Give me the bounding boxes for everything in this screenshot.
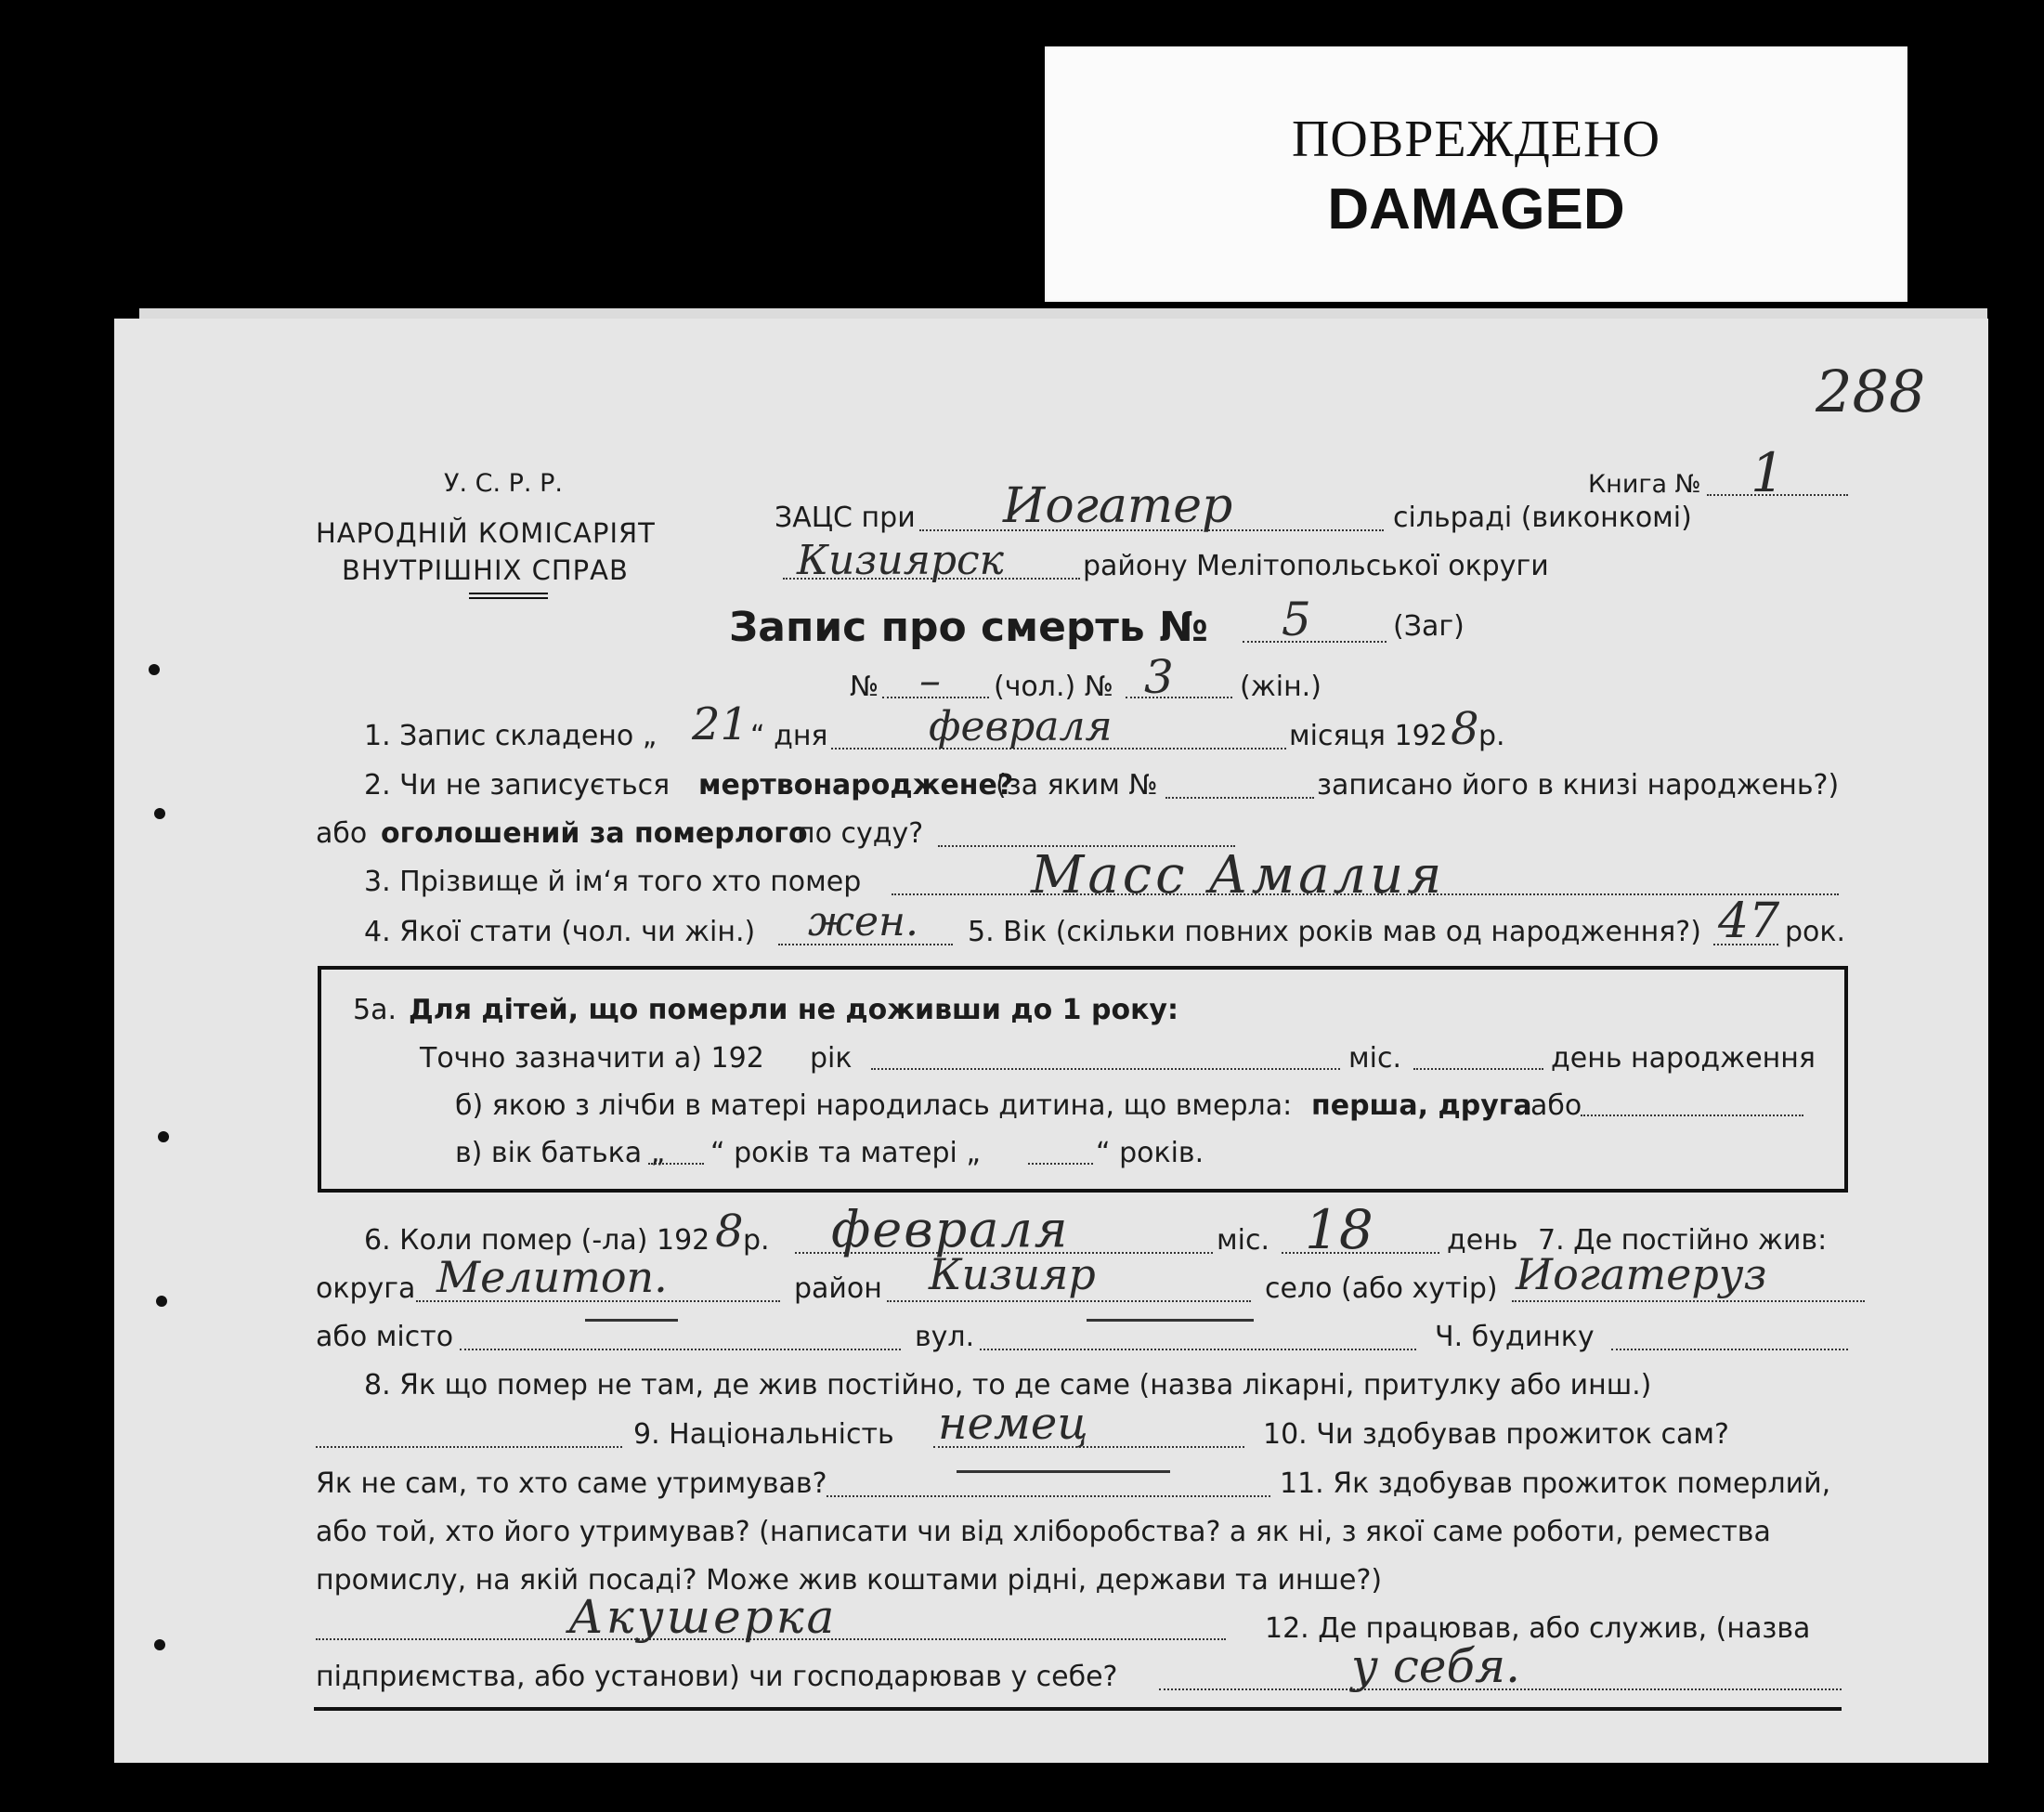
q1-year-digit: 8 (1451, 703, 1479, 755)
misto-dash (585, 1319, 678, 1322)
book-label: Книга № (1588, 470, 1701, 499)
vul-dash (1087, 1319, 1254, 1322)
occupation-value: Акушерка (568, 1590, 838, 1644)
q5a-title: Для дітей, що померли не доживши до 1 року: (409, 994, 1178, 1026)
damaged-label-en: DAMAGED (1327, 177, 1625, 241)
damaged-label-ru: ПОВРЕЖДЕНО (1291, 111, 1661, 168)
q5a-number: 5а. (353, 994, 397, 1026)
zags-prefix: ЗАЦС при (775, 502, 916, 534)
q2-by-court: по суду? (797, 817, 924, 850)
raion-line (887, 1300, 1251, 1302)
age-value: 47 (1718, 893, 1780, 949)
zags-suffix: сільраді (виконкомі) (1393, 502, 1692, 534)
q11-label: 11. Як здобував прожиток померлий, (1280, 1467, 1831, 1500)
death-day: 18 (1305, 1198, 1374, 1261)
q5a-or: або (1530, 1089, 1582, 1122)
okruha-label: округа (316, 1272, 416, 1305)
age-unit: рок. (1785, 916, 1846, 948)
zags-village: Иогатер (1003, 478, 1233, 534)
header-underline (469, 593, 548, 594)
q2-stillborn: мертвонароджене? (698, 769, 1014, 802)
q8-label: 8. Як що помер не там, де жив постійно, то де саме (назва лікарні, притулку або инш.) (364, 1369, 1652, 1401)
q2-or: або (316, 817, 368, 850)
q11-support-label: Як не сам, то хто саме утримував? (316, 1467, 827, 1500)
commissariat-line: НАРОДНІЙ КОМІСАРІЯТ (316, 517, 656, 549)
q6-year-suffix: р. (743, 1224, 770, 1257)
damaged-label (1045, 46, 1907, 302)
district-suffix: району Мелітопольської округи (1083, 550, 1549, 582)
q2-number-label: (за яким № (996, 769, 1158, 802)
misto-label: або місто (316, 1321, 454, 1353)
vul-line (980, 1349, 1416, 1350)
q11-support-line (827, 1495, 1270, 1497)
deceased-name: Масс Амалия (1031, 845, 1446, 906)
workplace-value: у себя. (1351, 1639, 1521, 1693)
q2-number-line (1165, 797, 1314, 799)
q2-declared-dead: оголошений за померлого (381, 817, 808, 850)
misto-line (460, 1349, 901, 1350)
internal-affairs-line: ВНУТРІШНІХ СПРАВ (342, 554, 629, 586)
q5-label: 5. Вік (скільки повних років мав од народження?) (968, 916, 1701, 948)
q1-label: 1. Запис складено „ (364, 720, 657, 752)
q12-line2: підприємства, або установи) чи господарював у себе? (316, 1661, 1118, 1693)
q8-line (316, 1446, 622, 1448)
q5a-line2-label: б) якою з лічби в матері народилась дитина, що вмерла: (455, 1089, 1293, 1122)
title-number-line (1243, 641, 1387, 643)
q5a-year-label: рік (810, 1042, 853, 1075)
q11-line2: або той, хто його утримував? (написати чи від хліборобства? а як ні, з якої саме роботи, ремества (316, 1516, 1771, 1548)
q5a-mother-label: “ років та матері „ (710, 1137, 981, 1169)
q6-label: 6. Коли помер (-ла) 192 (364, 1224, 710, 1257)
q5a-years-label: “ років. (1096, 1137, 1204, 1169)
sex-value: жен. (808, 898, 919, 945)
male-no-label: № (850, 671, 879, 703)
q5a-day-line (1413, 1068, 1543, 1070)
punch-hole (156, 1296, 167, 1307)
q7-label: 7. Де постійно жив: (1538, 1224, 1828, 1257)
q5a-order-line (1581, 1115, 1803, 1116)
q1-day: 21 (692, 698, 749, 750)
punch-hole (158, 1131, 169, 1142)
female-number: 3 (1144, 650, 1174, 704)
q6-month-label: міс. (1217, 1224, 1269, 1257)
punch-hole (149, 664, 160, 675)
budynok-line (1611, 1349, 1848, 1350)
nationality-value: немец (938, 1398, 1088, 1450)
q5a-birthday-label: день народження (1551, 1042, 1816, 1075)
q6-day-label: день (1447, 1224, 1518, 1257)
page-number: 288 (1816, 358, 1926, 425)
q6-year-digit: 8 (715, 1206, 744, 1258)
selo-line (1512, 1300, 1865, 1302)
q9-label: 9. Національність (633, 1418, 894, 1451)
q1-month-label: місяця 192 (1289, 720, 1448, 752)
district-value: Кизиярск (797, 537, 1004, 584)
q5a-mother-line (1028, 1163, 1093, 1165)
q5a-first-second: перша, друга (1311, 1089, 1532, 1122)
okruha-value: Мелитоп. (436, 1252, 668, 1302)
q5a-month-label: міс. (1348, 1042, 1401, 1075)
q3-label: 3. Прізвище й ім‘я того хто помер (364, 866, 862, 898)
header-underline (469, 597, 548, 599)
female-number-line (1126, 697, 1232, 698)
vul-label: вул. (915, 1321, 975, 1353)
q11-line3: промислу, на якій посаді? Може жив коштами рідні, держави та инше?) (316, 1564, 1383, 1597)
male-number: – (919, 655, 941, 705)
punch-hole (154, 1639, 165, 1650)
death-month: февраля (831, 1200, 1070, 1258)
q5a-line1-label: Точно зазначити а) 192 (420, 1042, 764, 1075)
record-number: 5 (1282, 593, 1311, 646)
selo-value: Иогатеруз (1516, 1249, 1767, 1299)
female-label: (жін.) (1240, 671, 1321, 703)
q1-year-suffix: р. (1478, 720, 1505, 752)
raion-label: район (794, 1272, 882, 1305)
ussr-abbrev: У. С. Р. Р. (444, 469, 563, 498)
q2-tail: записано його в книзі народжень?) (1317, 769, 1840, 802)
q12-label: 12. Де працював, або служив, (назва (1265, 1612, 1811, 1645)
q1-day-label: “ дня (750, 720, 828, 752)
q5a-father-line (648, 1163, 704, 1165)
male-female-label: (чол.) № (994, 671, 1113, 703)
q10-label: 10. Чи здобував прожиток сам? (1263, 1418, 1729, 1451)
title-suffix: (Заг) (1393, 610, 1465, 643)
q5a-father-label: в) вік батька „ (455, 1137, 666, 1169)
q2-label: 2. Чи не записується (364, 769, 670, 802)
punch-hole (154, 808, 165, 819)
q4-label: 4. Якої стати (чол. чи жін.) (364, 916, 756, 948)
raion-value: Кизияр (929, 1249, 1096, 1299)
book-number: 1 (1751, 441, 1785, 504)
q1-month: февраля (929, 703, 1113, 750)
budynok-label: Ч. будинку (1435, 1321, 1595, 1353)
q5a-month-line (871, 1068, 1340, 1070)
bottom-rule (314, 1707, 1842, 1711)
selo-label: село (або хутір) (1265, 1272, 1498, 1305)
q11-support-dash (957, 1470, 1170, 1473)
page-title: Запис про смерть № (729, 604, 1208, 651)
